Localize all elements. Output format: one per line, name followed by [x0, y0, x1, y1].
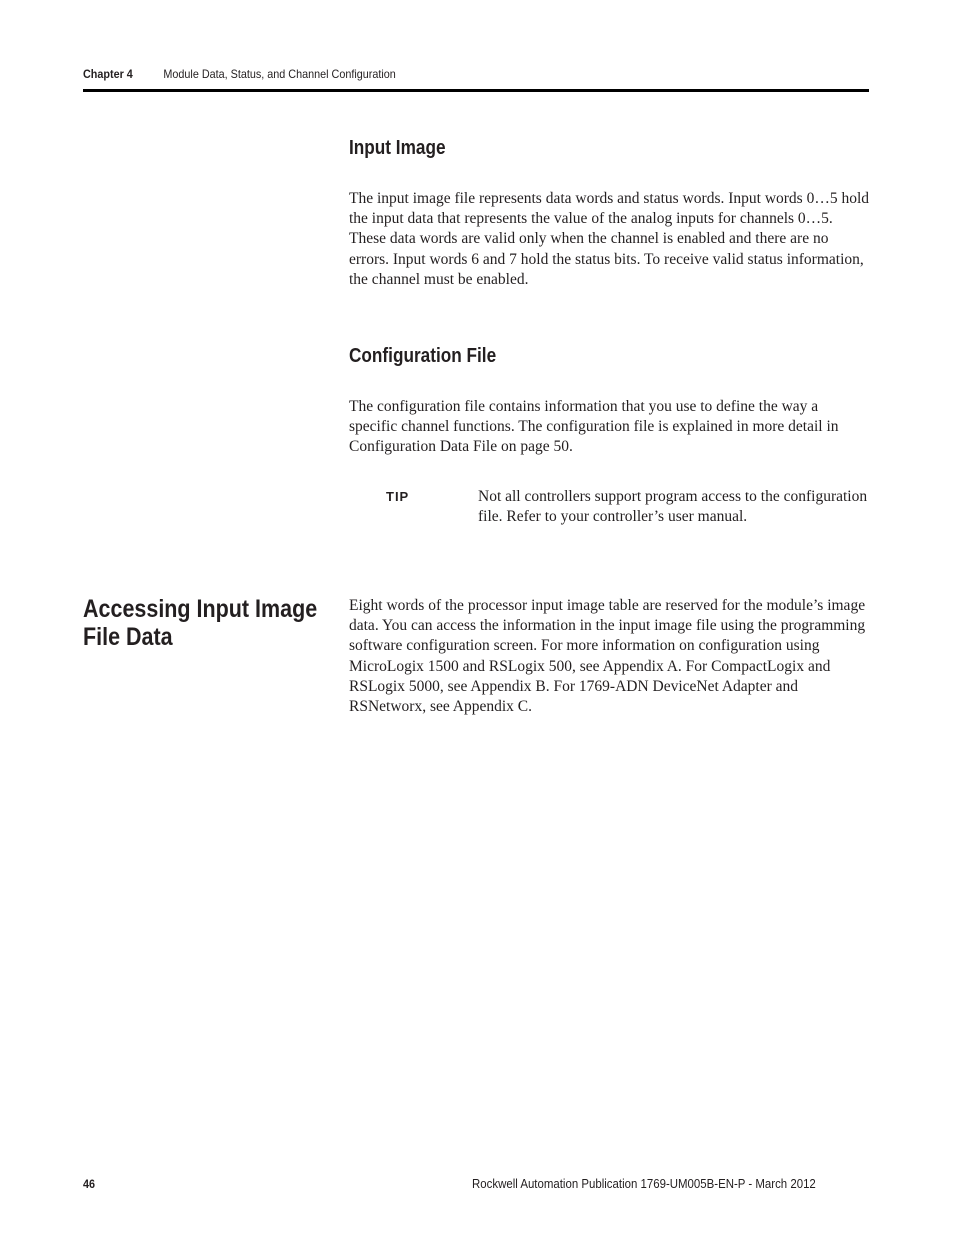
chapter-label: Chapter 4	[83, 67, 133, 81]
running-header	[83, 66, 790, 82]
accessing-input-image-heading: Accessing Input Image File Data	[83, 595, 318, 651]
input-image-heading: Input Image	[349, 137, 446, 159]
page-number: 46	[83, 1177, 96, 1191]
tip-text: Not all controllers support program access to the configuration file. Refer to your controller’s user manual.	[478, 488, 868, 526]
accessing-input-image-paragraph: Eight words of the processor input image table are reserved for the module’s image data. You can access the information in the input image file using the programming software configuration screen. For more information on configuration using MicroLogix 1500 and RSLogix 500, see Appendix A. For CompactLogix and RSLogix 5000, see Appendix B. For 1769-ADN DeviceNet Adapter and RSNetworx, see Appendix C.	[349, 597, 866, 716]
header-rule	[83, 89, 869, 92]
input-image-paragraph: The input image file represents data words and status words. Input words 0…5 hold the input data that represents the value of the analog inputs for channels 0…5. These data words are valid only when the channel is enabled and there are no errors. Input words 6 and 7 hold the status bits. To receive valid status information, the channel must be enabled.	[349, 190, 870, 288]
chapter-title: Module Data, Status, and Channel Configuration	[163, 67, 396, 81]
tip-label: TIP	[386, 489, 410, 504]
publication-footer: Rockwell Automation Publication 1769-UM005B-EN-P - March 2012	[472, 1176, 816, 1191]
configuration-file-paragraph: The configuration file contains information that you use to define the way a specific channel functions. The configuration file is explained in more detail in Configuration Data File on page 50.	[349, 398, 839, 456]
configuration-file-heading: Configuration File	[349, 345, 497, 367]
